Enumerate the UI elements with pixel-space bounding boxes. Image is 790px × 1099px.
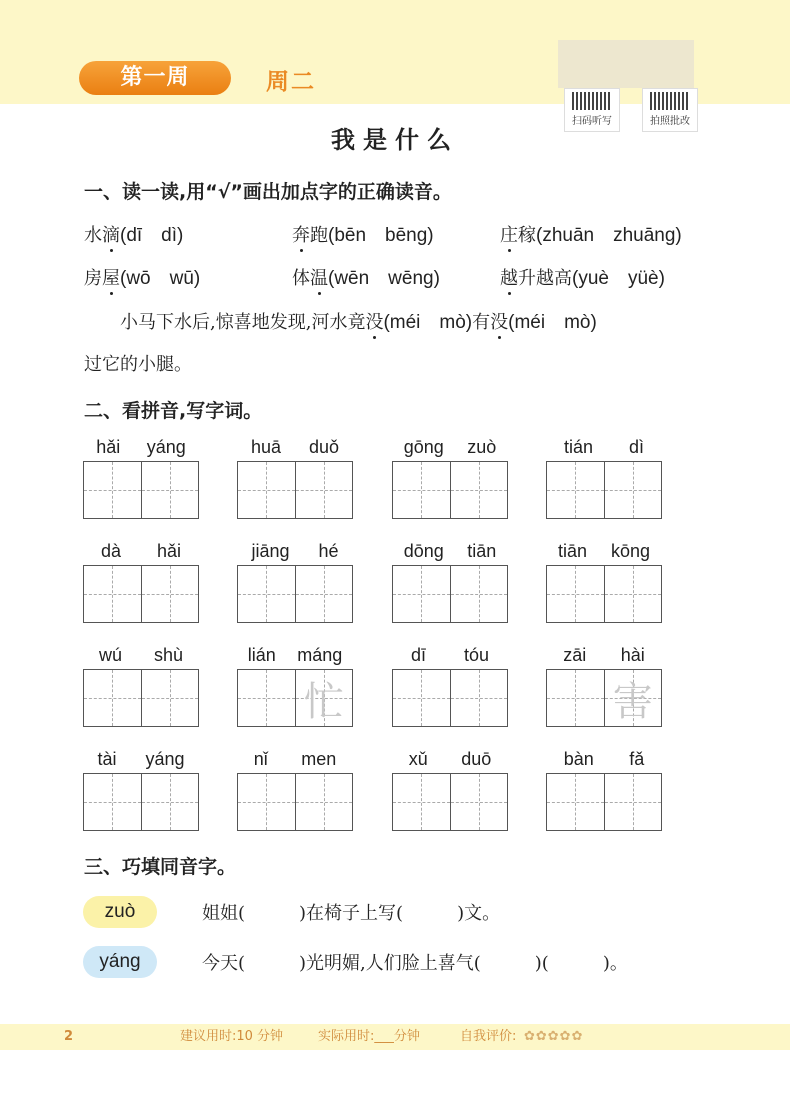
reading-item [500, 220, 682, 247]
fill-sentence[interactable]: 姐姐( )在椅子上写( )文。 [202, 903, 501, 924]
writing-cell[interactable] [605, 462, 662, 518]
pinyin-row [83, 541, 199, 565]
pinyin: hǎi [96, 437, 121, 457]
writing-cell[interactable] [547, 566, 605, 622]
pinyin: hǎi [156, 541, 182, 561]
tianzige-boxes [237, 565, 353, 623]
tianzige-boxes [546, 669, 662, 727]
tianzige-boxes [392, 461, 508, 519]
pinyin: men [301, 749, 337, 769]
day-label: 周二 [266, 69, 316, 95]
writing-cell[interactable] [393, 566, 451, 622]
pinyin-options[interactable]: (wēn wēng) [328, 268, 440, 289]
dotted-char: 奔 [292, 225, 310, 246]
word-writing-group [392, 749, 508, 831]
passage-text: 小马下水后,惊喜地发现,河水竟 [84, 312, 366, 333]
word-writing-group [392, 645, 508, 727]
word-text: 体 [292, 268, 310, 289]
pinyin: gōng [403, 437, 444, 457]
pinyin-row [546, 645, 662, 669]
writing-cell[interactable] [451, 670, 508, 726]
blurred-region [558, 40, 694, 88]
writing-cell[interactable] [84, 774, 142, 830]
writing-cell[interactable] [393, 774, 451, 830]
tianzige-boxes [546, 461, 662, 519]
pinyin-pill: yáng [83, 946, 157, 978]
writing-cell[interactable] [605, 566, 662, 622]
word-writing-group [83, 645, 199, 727]
pinyin-options[interactable]: (méi mò) [508, 312, 597, 333]
dotted-char: 屋 [102, 268, 120, 289]
dotted-char: 温 [310, 268, 328, 289]
tianzige-boxes [83, 773, 199, 831]
fill-sentence[interactable]: 今天( )光明媚,人们脸上喜气( )( )。 [202, 953, 628, 974]
tianzige-boxes [83, 565, 199, 623]
word-writing-group [392, 437, 508, 519]
pinyin: bàn [563, 749, 594, 769]
pinyin: jiāng [251, 541, 290, 561]
word-writing-group [237, 749, 353, 831]
trace-char: 害 [612, 678, 653, 725]
word-text: 升越高 [518, 268, 572, 289]
suggested-time: 建议用时:10 分钟 [180, 1029, 284, 1044]
pinyin-row [546, 749, 662, 773]
self-eval-label: 自我评价: [460, 1029, 517, 1044]
section-1-heading: 一、读一读,用“√”画出加点字的正确读音。 [84, 181, 452, 203]
pinyin-row [83, 749, 199, 773]
trace-char: 忙 [303, 678, 344, 725]
writing-cell[interactable] [547, 462, 605, 518]
week-badge: 第一周 [79, 61, 231, 95]
writing-cell[interactable] [296, 566, 353, 622]
word-writing-group [392, 541, 508, 623]
pinyin-options[interactable]: (dī dì) [120, 225, 184, 246]
writing-cell[interactable] [547, 774, 605, 830]
pinyin: wú [98, 645, 122, 665]
writing-cell[interactable] [605, 670, 662, 726]
dotted-char: 滴 [102, 225, 120, 246]
dotted-char: 越 [500, 268, 518, 289]
pinyin: huā [250, 437, 282, 457]
writing-cell[interactable] [393, 670, 451, 726]
pinyin: kōng [610, 541, 650, 561]
pinyin: tiān [557, 541, 587, 561]
word-writing-group [237, 437, 353, 519]
reading-item [500, 263, 665, 290]
pinyin: dà [100, 541, 122, 561]
pinyin: xǔ [408, 749, 428, 769]
writing-cell[interactable] [296, 774, 353, 830]
pinyin: shù [153, 645, 183, 665]
passage-text: 有 [472, 312, 491, 333]
pinyin: zuò [467, 437, 497, 457]
qr-code-icon [572, 92, 612, 110]
pinyin-row [83, 437, 199, 461]
qr-code-icon [650, 92, 690, 110]
pinyin: nǐ [253, 749, 268, 769]
tianzige-boxes [546, 565, 662, 623]
word-writing-group [83, 541, 199, 623]
reading-item [84, 263, 200, 290]
writing-cell[interactable] [142, 774, 199, 830]
tianzige-boxes [392, 669, 508, 727]
writing-cell[interactable] [605, 774, 662, 830]
pinyin: hé [318, 541, 339, 561]
passage-line-2: 过它的小腿。 [84, 354, 192, 375]
tianzige-boxes [237, 669, 353, 727]
writing-cell[interactable] [142, 566, 199, 622]
pinyin: dì [628, 437, 644, 457]
pinyin-row [237, 645, 353, 669]
passage-line-1 [84, 307, 597, 334]
pinyin-row [546, 437, 662, 461]
word-text: 水 [84, 225, 102, 246]
qr-label: 扫码听写 [572, 116, 612, 127]
pinyin: tài [97, 749, 117, 769]
pinyin-row [83, 645, 199, 669]
pinyin-row [392, 749, 508, 773]
pinyin: yáng [146, 437, 186, 457]
writing-cell[interactable] [451, 462, 508, 518]
pinyin-row [392, 541, 508, 565]
pinyin: yáng [145, 749, 185, 769]
pinyin: zāi [563, 645, 587, 665]
tianzige-boxes [83, 461, 199, 519]
writing-cell[interactable] [393, 462, 451, 518]
tianzige-boxes [546, 773, 662, 831]
writing-cell[interactable] [238, 462, 296, 518]
tianzige-boxes [392, 773, 508, 831]
word-writing-group [546, 645, 662, 727]
actual-time: 实际用时:___分钟 [318, 1029, 420, 1044]
writing-cell[interactable] [84, 566, 142, 622]
pinyin: duō [461, 749, 492, 769]
pinyin: tiān [467, 541, 497, 561]
pinyin: hài [620, 645, 645, 665]
pinyin-pill: zuò [83, 896, 157, 928]
pinyin-row [237, 541, 353, 565]
pinyin-row [392, 645, 508, 669]
pinyin: tóu [463, 645, 489, 665]
page-title: 我是什么 [331, 125, 459, 154]
footer-bar [0, 1024, 790, 1050]
writing-cell[interactable] [547, 670, 605, 726]
word-writing-group [546, 541, 662, 623]
word-writing-group [237, 541, 353, 623]
reading-item [84, 220, 183, 247]
pinyin-row [237, 749, 353, 773]
word-text: 稼 [518, 225, 536, 246]
writing-cell[interactable] [84, 462, 142, 518]
pinyin-options[interactable]: (bēn bēng) [328, 225, 434, 246]
word-writing-group [83, 749, 199, 831]
pinyin-options[interactable]: (zhuān zhuāng) [536, 225, 682, 246]
word-writing-group [546, 749, 662, 831]
writing-cell[interactable] [238, 774, 296, 830]
pinyin-row [392, 437, 508, 461]
writing-cell[interactable] [296, 462, 353, 518]
tianzige-boxes [392, 565, 508, 623]
pinyin-options[interactable]: (méi mò) [383, 312, 473, 333]
word-writing-group [237, 645, 353, 727]
word-text: 房 [84, 268, 102, 289]
pinyin-options[interactable]: (yuè yüè) [572, 268, 665, 289]
writing-cell[interactable] [238, 566, 296, 622]
pinyin: duǒ [308, 437, 340, 457]
section-3-heading: 三、巧填同音字。 [84, 856, 237, 878]
word-text: 跑 [310, 225, 328, 246]
pinyin: dōng [403, 541, 444, 561]
section-2-heading: 二、看拼音,写字词。 [84, 400, 263, 422]
writing-cell[interactable] [142, 670, 199, 726]
tianzige-boxes [83, 669, 199, 727]
word-writing-group [546, 437, 662, 519]
pinyin: lián [247, 645, 276, 665]
page-number: 2 [64, 1029, 74, 1044]
writing-cell[interactable] [451, 566, 508, 622]
rating-stars[interactable]: ✿✿✿✿✿ [524, 1029, 584, 1044]
writing-cell[interactable] [451, 774, 508, 830]
writing-cell[interactable] [84, 670, 142, 726]
tianzige-boxes [237, 773, 353, 831]
tianzige-boxes [237, 461, 353, 519]
word-writing-group [83, 437, 199, 519]
pinyin: tián [563, 437, 594, 457]
qr-label: 拍照批改 [650, 116, 690, 127]
writing-cell[interactable] [296, 670, 353, 726]
pinyin-row [237, 437, 353, 461]
pinyin: dī [410, 645, 426, 665]
writing-cell[interactable] [142, 462, 199, 518]
pinyin-row [546, 541, 662, 565]
reading-item [292, 220, 434, 247]
dotted-char: 庄 [500, 225, 518, 246]
pinyin: máng [297, 645, 343, 665]
pinyin: fǎ [629, 749, 645, 769]
pinyin-options[interactable]: (wō wū) [120, 268, 201, 289]
dotted-char: 没 [490, 312, 509, 333]
writing-cell[interactable] [238, 670, 296, 726]
reading-item [292, 263, 440, 290]
dotted-char: 没 [365, 312, 384, 333]
